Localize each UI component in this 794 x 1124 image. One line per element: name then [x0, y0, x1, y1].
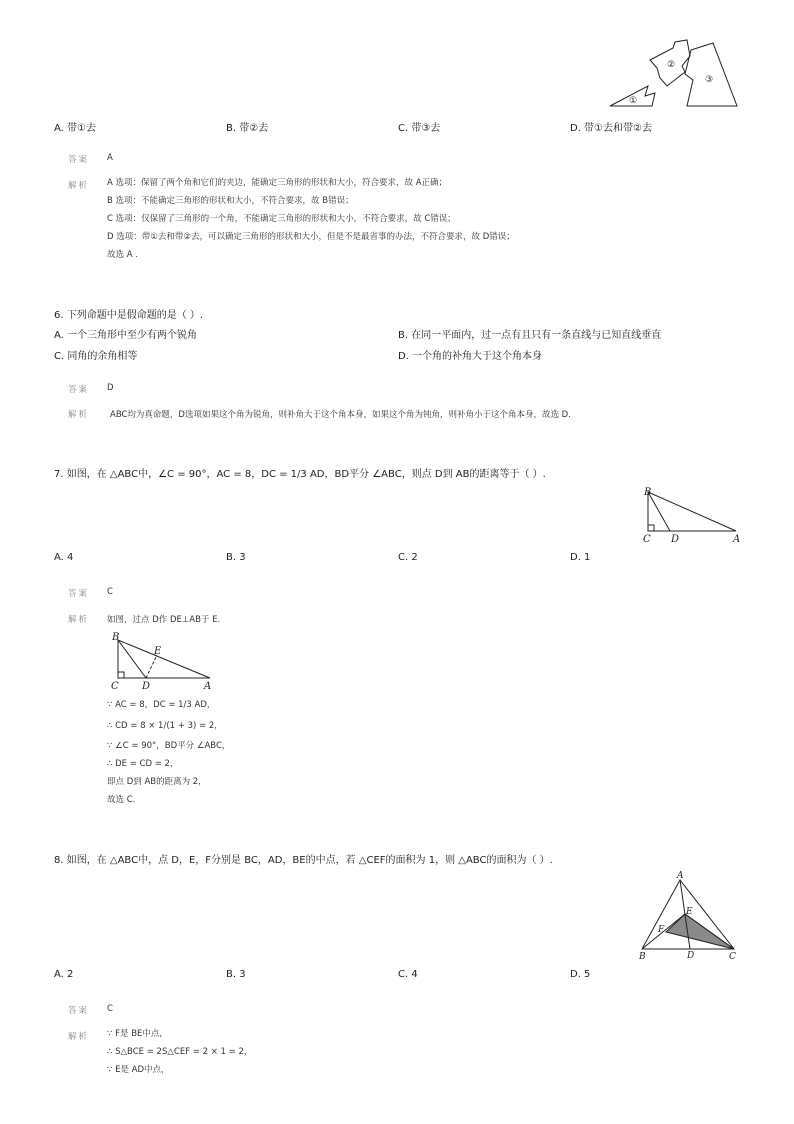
label-e: E [154, 646, 162, 657]
q7-explain-line: ∵ ∠C = 90°，BD平分 ∠ABC， [107, 741, 231, 751]
q6-explanation: ABC均为真命题，D选项如果这个角为锐角，则补角大于这个角本身，如果这个角为钝角，则补角小于这个角本身，故选 D. [110, 410, 571, 420]
q8-explanation [107, 1025, 252, 1079]
label-c: C [111, 681, 119, 692]
q5-answer-tag: 答案 [68, 155, 90, 165]
q7-explanation [107, 695, 230, 809]
q8-explain-line: ∵ E是 AD中点， [107, 1065, 170, 1075]
q7-explain-line: ∴ DE = CD = 2， [107, 759, 179, 769]
q8-option-c: C. 4 [398, 969, 418, 980]
piece-3-label: ③ [705, 75, 714, 85]
q5-broken-triangle-figure [605, 38, 745, 110]
q6-option-d: D. 一个角的补角大于这个角本身 [398, 351, 543, 362]
label-f: F [658, 925, 665, 935]
q7-explain-line: ∴ CD = 8 × 1/(1 + 3) = 2， [107, 721, 223, 731]
piece-1-label: ① [629, 96, 638, 106]
q5-explain-line: D 选项：带①去和带②去，可以确定三角形的形状和大小，但是不是最省事的办法，不符合要求，故 D错误； [107, 232, 515, 242]
q7-explain-line: ∵ AC = 8，DC = 1/3 AD， [107, 700, 216, 710]
q8-explain-tag: 解析 [68, 1032, 90, 1042]
q7-stem: 7. 如图，在 △ABC中，∠C = 90°，AC = 8，DC = 1/3 AD，BD平分 ∠ABC，则点 D到 AB的距离等于（ ）. [54, 469, 546, 480]
q5-option-c: C. 带③去 [398, 123, 441, 134]
q7-explain-intro: 如图，过点 D作 DE⊥AB于 E. [107, 615, 221, 625]
q7-answer-tag: 答案 [68, 589, 90, 599]
q6-stem: 6. 下列命题中是假命题的是（ ）. [54, 310, 204, 321]
q8-answer: C [107, 1004, 113, 1014]
q7-explain-line: 即点 D到 AB的距离为 2， [107, 777, 207, 787]
q5-explain-line: C 选项：仅保留了三角形的一个角，不能确定三角形的形状和大小，不符合要求，故 C错误； [107, 214, 456, 224]
q5-explain-line: A 选项：保留了两个角和它们的夹边，能确定三角形的形状和大小，符合要求，故 A正确； [107, 178, 448, 188]
q8-option-d: D. 5 [570, 969, 591, 980]
q7-option-a: A. 4 [54, 552, 74, 563]
q8-option-a: A. 2 [54, 969, 74, 980]
q6-option-c: C. 同角的余角相等 [54, 351, 138, 362]
label-d: D [671, 534, 680, 545]
q7-solution-figure [108, 630, 218, 690]
label-e: E [686, 907, 693, 917]
q8-explain-line: ∴ S△BCE = 2S△CEF = 2 × 1 = 2， [107, 1047, 253, 1057]
label-d: D [687, 951, 695, 961]
q7-explain-line: 故选 C. [107, 795, 136, 805]
label-a: A [733, 534, 741, 545]
q6-answer-tag: 答案 [68, 385, 90, 395]
q7-option-d: D. 1 [570, 552, 591, 563]
triangle-abc [648, 492, 736, 531]
q8-explain-line: ∵ F是 BE中点， [107, 1029, 168, 1039]
right-angle-mark [118, 672, 124, 678]
q5-explain-line: B 选项：不能确定三角形的形状和大小，不符合要求，故 B错误； [107, 196, 354, 206]
shaded-triangle-cef [666, 914, 734, 949]
q7-triangle-figure [640, 484, 750, 544]
piece-2-label: ② [667, 60, 676, 70]
q5-explain-line: 故选 A . [107, 250, 138, 260]
q7-option-b: B. 3 [226, 552, 246, 563]
q7-explain-tag: 解析 [68, 615, 90, 625]
q5-option-d: D. 带①去和带②去 [570, 123, 652, 134]
label-b: B [644, 487, 652, 498]
label-b: B [639, 952, 646, 962]
label-d: D [142, 681, 151, 692]
q8-triangle-figure [636, 868, 746, 964]
q5-explanation [107, 174, 515, 264]
q6-option-a: A. 一个三角形中至少有两个锐角 [54, 330, 198, 341]
label-b: B [112, 632, 120, 643]
q6-answer: D [107, 383, 114, 393]
q7-option-c: C. 2 [398, 552, 418, 563]
q6-explain-tag: 解析 [68, 410, 90, 420]
segment-de-dashed [146, 657, 156, 678]
q5-explain-tag: 解析 [68, 181, 90, 191]
label-a: A [677, 871, 684, 881]
label-a: A [204, 681, 212, 692]
q6-option-b: B. 在同一平面内，过一点有且只有一条直线与已知直线垂直 [398, 330, 662, 341]
right-angle-mark [648, 525, 654, 531]
q5-option-a: A. 带①去 [54, 123, 96, 134]
q7-answer: C [107, 587, 113, 597]
q8-answer-tag: 答案 [68, 1006, 90, 1016]
q5-answer: A [107, 153, 113, 163]
q5-option-b: B. 带②去 [226, 123, 269, 134]
label-c: C [729, 952, 736, 962]
q8-option-b: B. 3 [226, 969, 246, 980]
label-c: C [643, 534, 651, 545]
q8-stem: 8. 如图，在 △ABC中，点 D，E，F分别是 BC，AD，BE的中点，若 △CEF的面积为 1，则 △ABC的面积为（ ）. [54, 855, 553, 866]
